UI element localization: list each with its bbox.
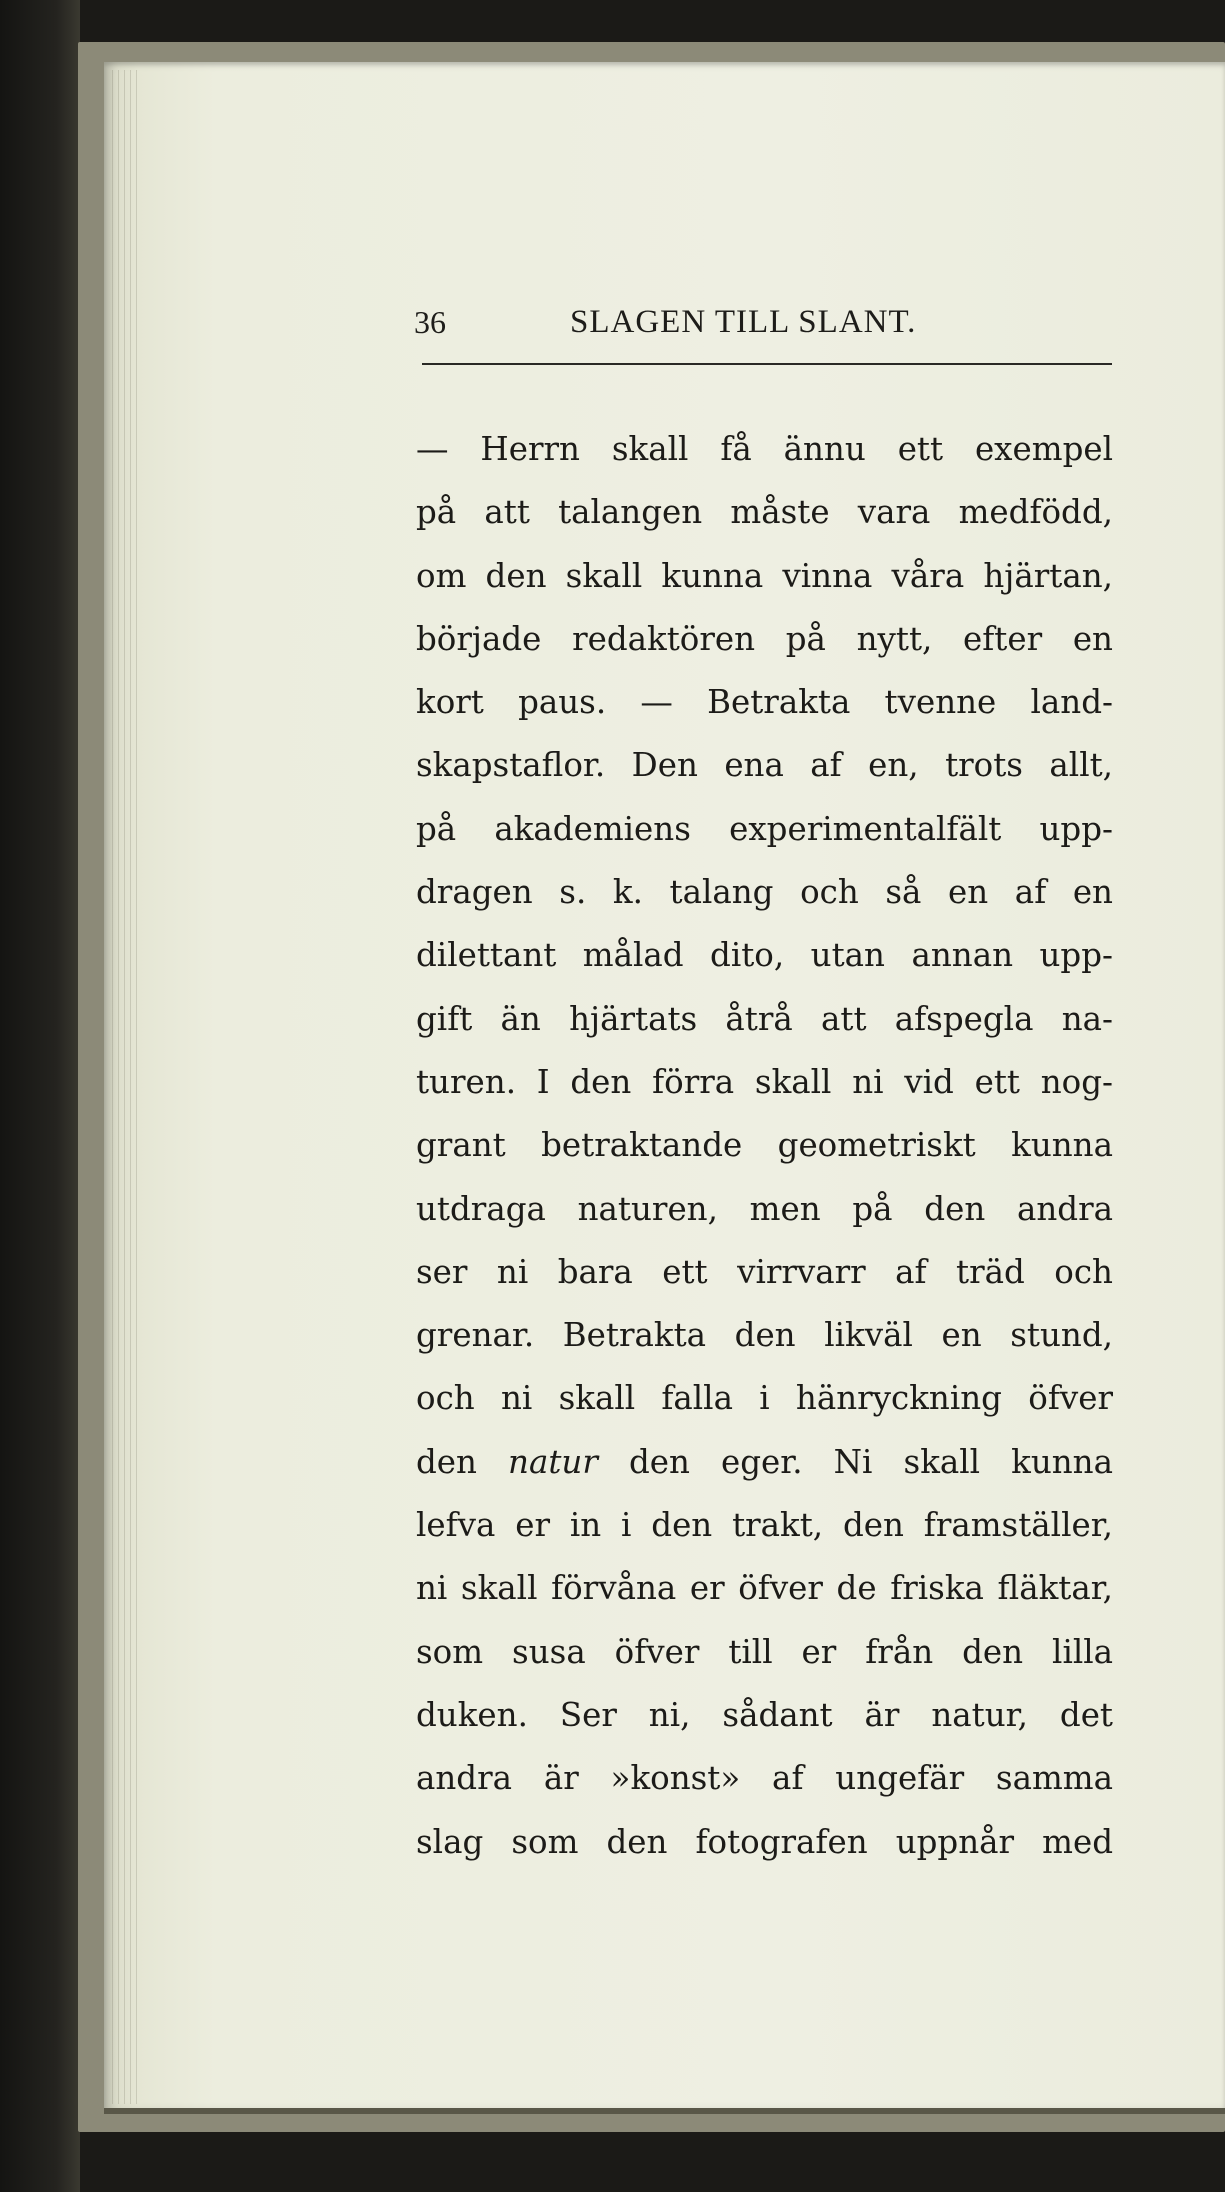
text-line: gift än hjärtats åtrå att afspegla na- [416, 999, 1113, 1038]
page-number: 36 [414, 304, 446, 340]
text-line: började redaktören på nytt, efter en [416, 619, 1113, 658]
text-line: skapstaflor. Den ena af en, trots allt, [416, 746, 1113, 785]
text-line: grant betraktande geometriskt kunna [416, 1126, 1113, 1165]
text-line: slag som den fotografen uppnår med [416, 1822, 1113, 1861]
text-line: ser ni bara ett virrvarr af träd och [416, 1252, 1113, 1291]
text-line: — Herrn skall få ännu ett exempel [416, 430, 1113, 468]
text-line: dilettant målad dito, utan annan upp- [416, 936, 1113, 975]
page-header [414, 300, 1104, 344]
text-line: utdraga naturen, men på den andra [416, 1189, 1113, 1228]
text-line: dragen s. k. talang och så en af en [416, 873, 1113, 912]
running-title: SLAGEN TILL SLANT. [570, 304, 917, 340]
italic-word: natur [508, 1442, 598, 1481]
text-line: grenar. Betrakta den likväl en stund, [416, 1316, 1113, 1355]
text-line: och ni skall falla i hänryckning öfver [416, 1379, 1113, 1418]
page-edges [112, 70, 142, 2104]
text-segment: den [416, 1442, 509, 1481]
text-segment: den eger. Ni skall kunna [597, 1442, 1113, 1481]
page-bottom-edge [104, 2108, 1225, 2114]
body-text [416, 418, 1113, 1874]
text-line: på att talangen måste vara medfödd, [416, 493, 1113, 532]
text-line: ni skall förvåna er öfver de friska fläktar, [416, 1569, 1113, 1608]
text-line: lefva er in i den trakt, den framställer, [416, 1506, 1113, 1545]
header-rule [422, 363, 1112, 365]
text-line: turen. I den förra skall ni vid ett nog- [416, 1062, 1113, 1101]
book-binding [0, 0, 80, 2192]
text-line: duken. Ser ni, sådant är natur, det [416, 1695, 1113, 1734]
text-line: som susa öfver till er från den lilla [416, 1632, 1113, 1671]
text-line: på akademiens experimentalfält upp- [416, 809, 1113, 848]
text-line: kort paus. — Betrakta tvenne land- [416, 683, 1113, 722]
text-line: andra är »konst» af ungefär samma [416, 1759, 1113, 1798]
text-line-with-italic [416, 1431, 1113, 1494]
text-line: om den skall kunna vinna våra hjärtan, [416, 556, 1113, 595]
